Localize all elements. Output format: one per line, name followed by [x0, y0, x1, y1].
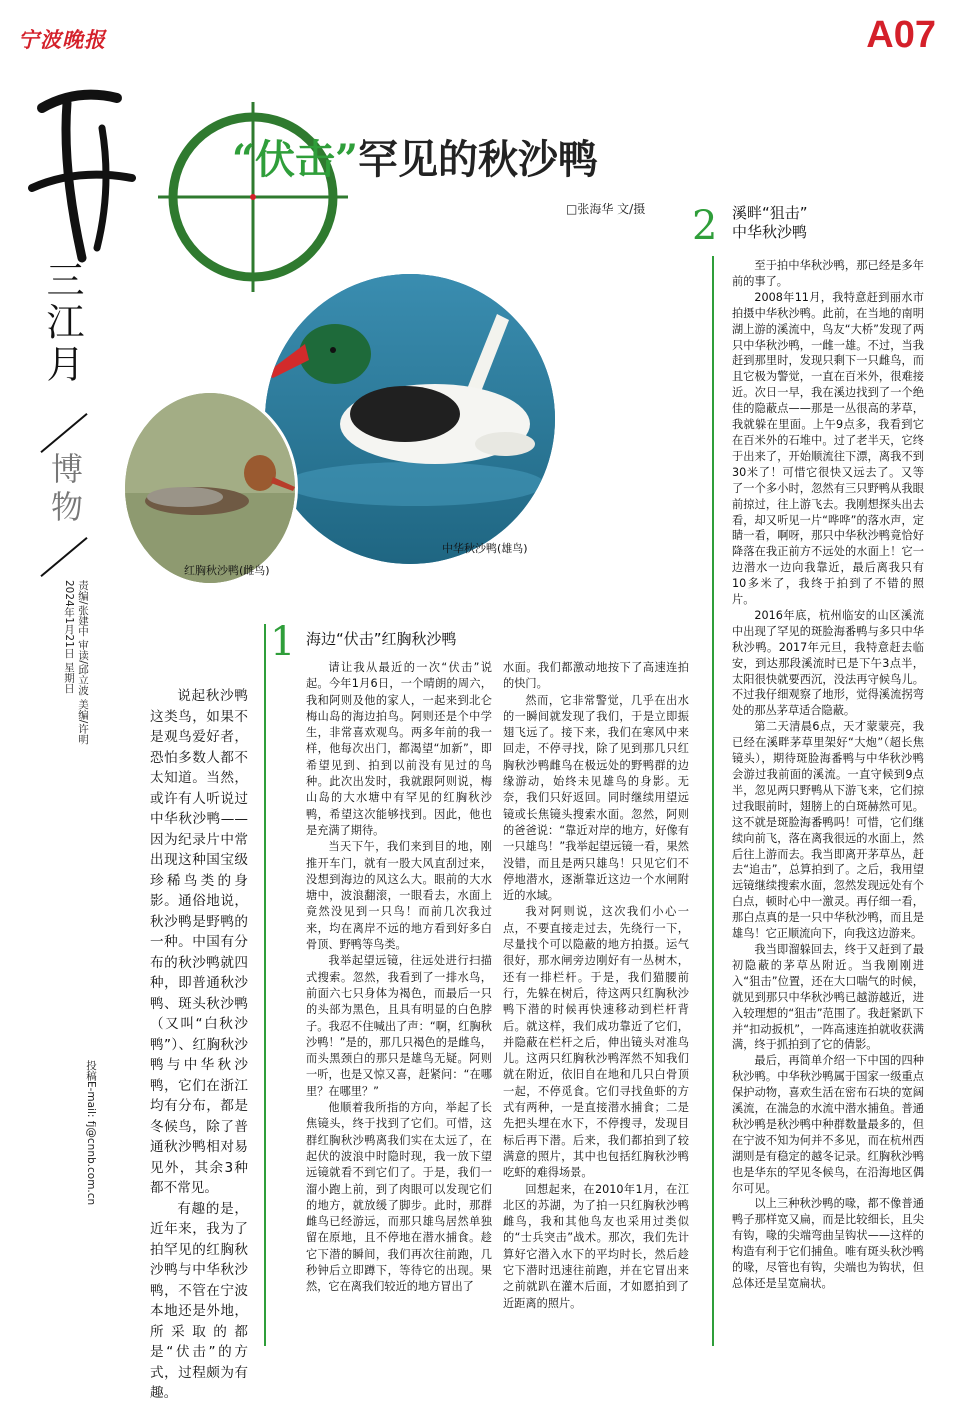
merganser-male-photo — [265, 274, 555, 564]
headline-rest: 罕见的秋沙鸭 — [358, 136, 599, 183]
newspaper-logo: 宁波晚报 — [18, 27, 106, 52]
article-headline — [232, 128, 598, 185]
caption-female: 红胸秋沙鸭(雌鸟) — [184, 564, 270, 577]
editor-credits — [62, 580, 90, 744]
divider-slash — [40, 413, 87, 453]
section1-title: 海边“伏击”红胸秋沙鸭 — [306, 630, 457, 648]
section1-rule — [264, 624, 266, 1346]
section2-number: 2 — [692, 203, 718, 249]
merganser-female-photo — [122, 390, 298, 586]
paragraph: 第二天清晨6点，天才蒙蒙亮，我已经在溪畔茅草里架好“大炮”（超长焦镜头），期待斑脸海番鸭与中华秋沙鸭会游过我前面的溪流。一直守候到9点半，忽见两只野鸭从下游飞来，它们掠过我眼前时，翅膀上的白斑赫然可见。这不就是斑脸海番鸭吗！可惜，它们继续向前飞，落在离我很远的水面上，然后往上游而去。我当即离开茅草丛，赶去“追击”，总算拍到了。之后，我用望远镜继续搜索水面，忽然发现远处有个白点，顿时心中一激灵。再仔细一看，那白点真的是一只中华秋沙鸭，而且是雄鸟！它正顺流向下，向我这边游来。 — [732, 720, 924, 941]
editors-line: 责编/张建中 审读/邱立波 美编/许明 — [77, 580, 89, 745]
paragraph: 2008年11月，我特意赶到丽水市拍摄中华秋沙鸭。此前，在当地的南明湖上游的溪流中，鸟友“大桥”发现了两只中华秋沙鸭，一雌一雄。不过，当我赶到那里时，发现只剩下一只雌鸟，而且它极为警觉，一直在百米外，很难接近。次日一早，我在溪边找到了一个绝佳的隐蔽点——那是一丛很高的茅草，我就躲在里面。上午9点多，我看到它在百米外的石堆中。过了老半天，它终于出来了，开始顺流往下漂，离我不到30米了！可惜它很快又远去了。又等了一个多小时，忽然有三只野鸭从我眼前掠过，往上游飞去。我刚想探头出去看，却又听见一片“哗哗”的落水声，定睛一看，啊呀，那只中华秋沙鸭竟恰好降落在我正前方不远处的水面上！它一边潜水一边向我靠近，最后离我只有10多米了，我终于拍到了不错的照片。 — [732, 290, 924, 607]
section2-rule — [712, 256, 714, 1346]
section2-title-line: 溪畔“狙击” — [732, 204, 808, 222]
paragraph: 回想起来，在2010年1月，在江北区的苏湖，为了拍一只红胸秋沙鸭雌鸟，我和其他鸟友也采用过类似的“士兵突击”战术。那次，我们先计算好它潜入水下的平均时长，然后趁它下潜时迅速往前跑，并在它冒出来之前就趴在灌木后面，才如愿拍到了近距离的照片。 — [503, 1182, 689, 1310]
headline-quoted: “伏击” — [232, 136, 359, 183]
calligraphy-decoration — [22, 68, 142, 268]
paragraph: 以上三种秋沙鸭的喙，都不像普通鸭子那样宽又扁，而是比较细长，且尖有钩，喙的尖端弯曲呈钩状——这样的构造有利于它们捕鱼。唯有斑头秋沙鸭的喙，尽管也有钩，尖端也为钩状，但总体还是呈宽扁状。 — [732, 1197, 924, 1290]
byline: □张海华 文/摄 — [566, 202, 646, 216]
section2-title-line: 中华秋沙鸭 — [732, 223, 808, 241]
paragraph: 最后，再简单介绍一下中国的四种秋沙鸭。中华秋沙鸭属于国家一级重点保护动物，喜欢生活在密布石块的宽阔溪流，在湍急的水流中潜水捕鱼。普通秋沙鸭是秋沙鸭中种群数量最多的，但在宁波不知为何并不多见，而在杭州西湖则是有稳定的越冬记录。红胸秋沙鸭也是华东的罕见冬候鸟，在沿海地区偶尔可见。 — [732, 1054, 924, 1195]
paragraph: 当天下午，我们来到目的地，刚推开车门，就有一股大风直刮过来，没想到海边的风这么大。眼前的大水塘中，波浪翻滚，一眼看去，水面上竟然没见到一只鸟！而前几次我过来，均在离岸不远的地方看到好多白骨顶、野鸭等鸟类。 — [306, 840, 492, 952]
paragraph: 请让我从最近的一次“伏击”说起。今年1月6日，一个晴朗的周六，我和阿则及他的家人，一起来到北仑梅山岛的海边拍鸟。阿则还是个中学生，非常喜欢观鸟。两多年前的我一样，他每次出门，都渴望“加新”，即希望见到、拍到以前没有见过的鸟种。此次出发时，我就跟阿则说，梅山岛的大水塘中有罕见的红胸秋沙鸭，希望这次能够找到。因此，他也是充满了期待。 — [306, 661, 492, 837]
section1-number: 1 — [270, 619, 296, 665]
section-title: 博物 — [46, 452, 84, 528]
paragraph: 然而，它非常警觉，几乎在出水的一瞬间就发现了我们，于是立即振翅飞远了。接下来，我们在寒风中来回走，不停寻找，除了见到那几只红胸秋沙鸭雌鸟在极远处的野鸭群的边缘游动，始终未见雄鸟的身影。无奈，我们只好返回。同时继续用望远镜或长焦镜头搜索水面。忽然，阿则的爸爸说：“靠近对岸的地方，好像有一只雄鸟！”我举起望远镜一看，果然没错，而且是两只雄鸟！只见它们不停地潜水，逐渐靠近这边一个水闸附近的水域。 — [503, 693, 689, 903]
paragraph: 我举起望远镜，往远处进行扫描式搜索。忽然，我看到了一排水鸟，前面六七只身体为褐色，而最后一只的头部为黑色，且具有明显的白色脖子。我忍不住喊出了声：“啊，红胸秋沙鸭！”是的，那几只褐色的是雌鸟，而头黑颈白的那只是雄鸟无疑。阿则一听，也是又惊又喜，赶紧问：“在哪里？在哪里？” — [306, 954, 492, 1098]
section2-title — [732, 204, 808, 242]
intro-text — [150, 686, 248, 1404]
paragraph: 他顺着我所指的方向，举起了长焦镜头，终于找到了它们。可惜，这群红胸秋沙鸭离我们实在太远了，在起伏的波浪中时隐时现，我一放下望远镜就看不到它们了。于是，我们一溜小跑上前，到了肉眼可以发现它们的地方，就放缓了脚步。此时，那群雌鸟已经游远，而那只雄鸟居然单独留在原地，且不停地在潜水捕食。趁它下潜的瞬间，我们再次往前跑，几秒钟后立即蹲下，等待它的出现。果然，它在离我们较近的地方冒出了 — [306, 1101, 492, 1294]
divider-slash — [40, 537, 87, 577]
section1-column-a — [306, 660, 492, 1296]
paragraph: 至于拍中华秋沙鸭，那已经是多年前的事了。 — [732, 259, 924, 288]
paragraph: 水面。我们都激动地按下了高速连拍的快门。 — [503, 661, 689, 691]
submission-email: 投稿E-mail: fj@cnnb.com.cn — [85, 1060, 97, 1206]
paragraph: 我当即溜躲回去，终于又赶到了最初隐蔽的茅草丛附近。当我刚刚进入“狙击”位置，还在大口喘气的时候，就见到那只中华秋沙鸭已越游越近，进入较理想的“狙击”范围了。我赶紧趴下并“扣动扳机”，一阵高速连拍就收获满满，终于抓拍到了它的倩影。 — [732, 942, 924, 1052]
page-number: A07 — [866, 14, 936, 56]
paragraph: 2016年底，杭州临安的山区溪流中出现了罕见的斑脸海番鸭与多只中华秋沙鸭。2017年元旦，我特意赶去临安，到达那段溪流时已是下午3点半，太阳很快就要西沉，没法再守候鸟儿。不过我仔细观察了地形，觉得溪流拐弯处的那丛茅草适合隐蔽。 — [732, 608, 924, 718]
intro-paragraph: 说起秋沙鸭这类鸟，如果不是观鸟爱好者，恐怕多数人都不太知道。当然，或许有人听说过中华秋沙鸭——因为纪录片中常出现这种国宝级珍稀鸟类的身影。通俗地说，秋沙鸭是野鸭的一种。中国有分布的秋沙鸭就四种，即普通秋沙鸭、斑头秋沙鸭（又叫“白秋沙鸭”）、红胸秋沙鸭与中华秋沙鸭，它们在浙江均有分布，都是冬候鸟，除了普通秋沙鸭相对易见外，其余3种都不常见。 — [150, 688, 248, 1196]
section1-column-b — [503, 660, 689, 1312]
column-title: 三江月 — [40, 260, 84, 386]
caption-male: 中华秋沙鸭(雄鸟) — [442, 542, 528, 555]
paragraph: 我对阿则说，这次我们小心一点，不要直接走过去，先绕行一下，尽量找个可以隐蔽的地方拍摄。运气很好，那水闸旁边刚好有一丛树木，还有一排栏杆。于是，我们猫腰前行，先躲在树后，待这两只红胸秋沙鸭下潜的时候再快速移动到栏杆背后。就这样，我们成功靠近了它们，并隐蔽在栏杆之后，伸出镜头对准鸟儿。这两只红胸秋沙鸭浑然不知我们就在附近，依旧自在地和几只白骨顶一起，不停觅食。它们寻找鱼虾的方式有两种，一是直接潜水捕食；二是先把头埋在水下，不停搜寻，发现目标后再下潜。后来，我们都拍到了较满意的照片，其中也包括红胸秋沙鸭吃虾的难得场景。 — [503, 905, 689, 1180]
intro-paragraph: 有趣的是，近年来，我为了拍罕见的红胸秋沙鸭与中华秋沙鸭，不管在宁波本地还是外地，所采取的都是“伏击”的方式，过程颇为有趣。 — [150, 1200, 248, 1401]
date-line: 2024年1月21日 星期日 — [63, 580, 75, 694]
section2-column — [732, 258, 924, 1292]
